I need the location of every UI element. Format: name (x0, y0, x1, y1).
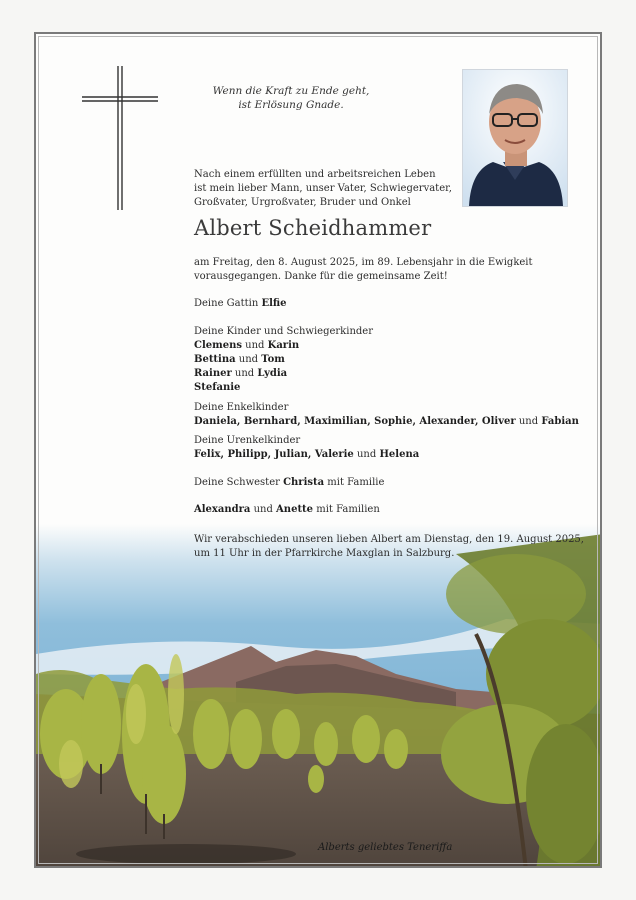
great-grandchild-last: Helena (379, 449, 420, 460)
child-name: Tom (261, 354, 285, 365)
wife-name: Elfie (261, 298, 287, 309)
sister-line (194, 476, 384, 490)
child-pair (194, 339, 373, 353)
intro-line: Nach einem erfüllten und arbeitsreichen Leben (194, 169, 436, 180)
nieces-suffix: mit Familien (316, 504, 380, 515)
intro-line: ist mein lieber Mann, unser Vater, Schwiegervater, (194, 183, 452, 194)
children-label: Deine Kinder und Schwiegerkinder (194, 326, 373, 337)
great-grandchildren-block (194, 434, 419, 462)
sister-label: Deine Schwester (194, 477, 280, 488)
child-single (194, 381, 373, 395)
cross-icon (82, 66, 158, 210)
and-word: und (253, 504, 273, 515)
wife-label: Deine Gattin (194, 298, 259, 309)
photo-caption: Alberts geliebtes Teneriffa (318, 842, 453, 853)
grandchildren-names-line (194, 415, 579, 429)
child-name: Bettina (194, 354, 236, 365)
niece-name: Alexandra (194, 504, 251, 515)
motto (196, 84, 386, 112)
child-name: Stefanie (194, 382, 241, 393)
intro-line: Großvater, Urgroßvater, Bruder und Onkel (194, 197, 411, 208)
death-notice-line: am Freitag, den 8. August 2025, im 89. Lebensjahr in die Ewigkeit (194, 257, 533, 268)
grandchildren-names: Daniela, Bernhard, Maximilian, Sophie, Alexander, Oliver (194, 416, 516, 427)
grandchildren-block (194, 401, 579, 429)
children-block (194, 325, 373, 395)
farewell-line: um 11 Uhr in der Pfarrkirche Maxglan in Salzburg. (194, 548, 455, 559)
motto-line: ist Erlösung Gnade. (238, 99, 344, 111)
grandchildren-label: Deine Enkelkinder (194, 402, 289, 413)
death-notice-line: vorausgegangen. Danke für die gemeinsame Zeit! (194, 271, 448, 282)
deceased-name: Albert Scheidhammer (194, 216, 432, 240)
grandchild-last: Fabian (541, 416, 579, 427)
and-word: und (238, 354, 259, 365)
child-pair (194, 353, 373, 367)
nieces-line (194, 503, 380, 517)
wife-line (194, 297, 287, 311)
farewell-line: Wir verabschieden unseren lieben Albert am Dienstag, den 19. August 2025, (194, 534, 584, 545)
and-word: und (245, 340, 265, 351)
portrait-photo (462, 69, 568, 207)
sister-suffix: mit Familie (327, 477, 385, 488)
child-name: Lydia (257, 368, 288, 379)
death-notice (194, 256, 533, 284)
and-word: und (356, 449, 377, 460)
intro-text (194, 168, 452, 210)
and-word: und (518, 416, 539, 427)
niece-name: Anette (276, 504, 314, 515)
child-pair (194, 367, 373, 381)
child-name: Rainer (194, 368, 232, 379)
child-name: Karin (267, 340, 300, 351)
motto-line: Wenn die Kraft zu Ende geht, (212, 85, 370, 97)
portrait-image (463, 70, 567, 206)
child-name: Clemens (194, 340, 242, 351)
sister-name: Christa (283, 477, 325, 488)
great-grandchildren-names: Felix, Philipp, Julian, Valerie (194, 449, 354, 460)
farewell-text (194, 533, 584, 561)
great-grandchildren-names-line (194, 448, 419, 462)
and-word: und (234, 368, 255, 379)
great-grandchildren-label: Deine Urenkelkinder (194, 435, 301, 446)
